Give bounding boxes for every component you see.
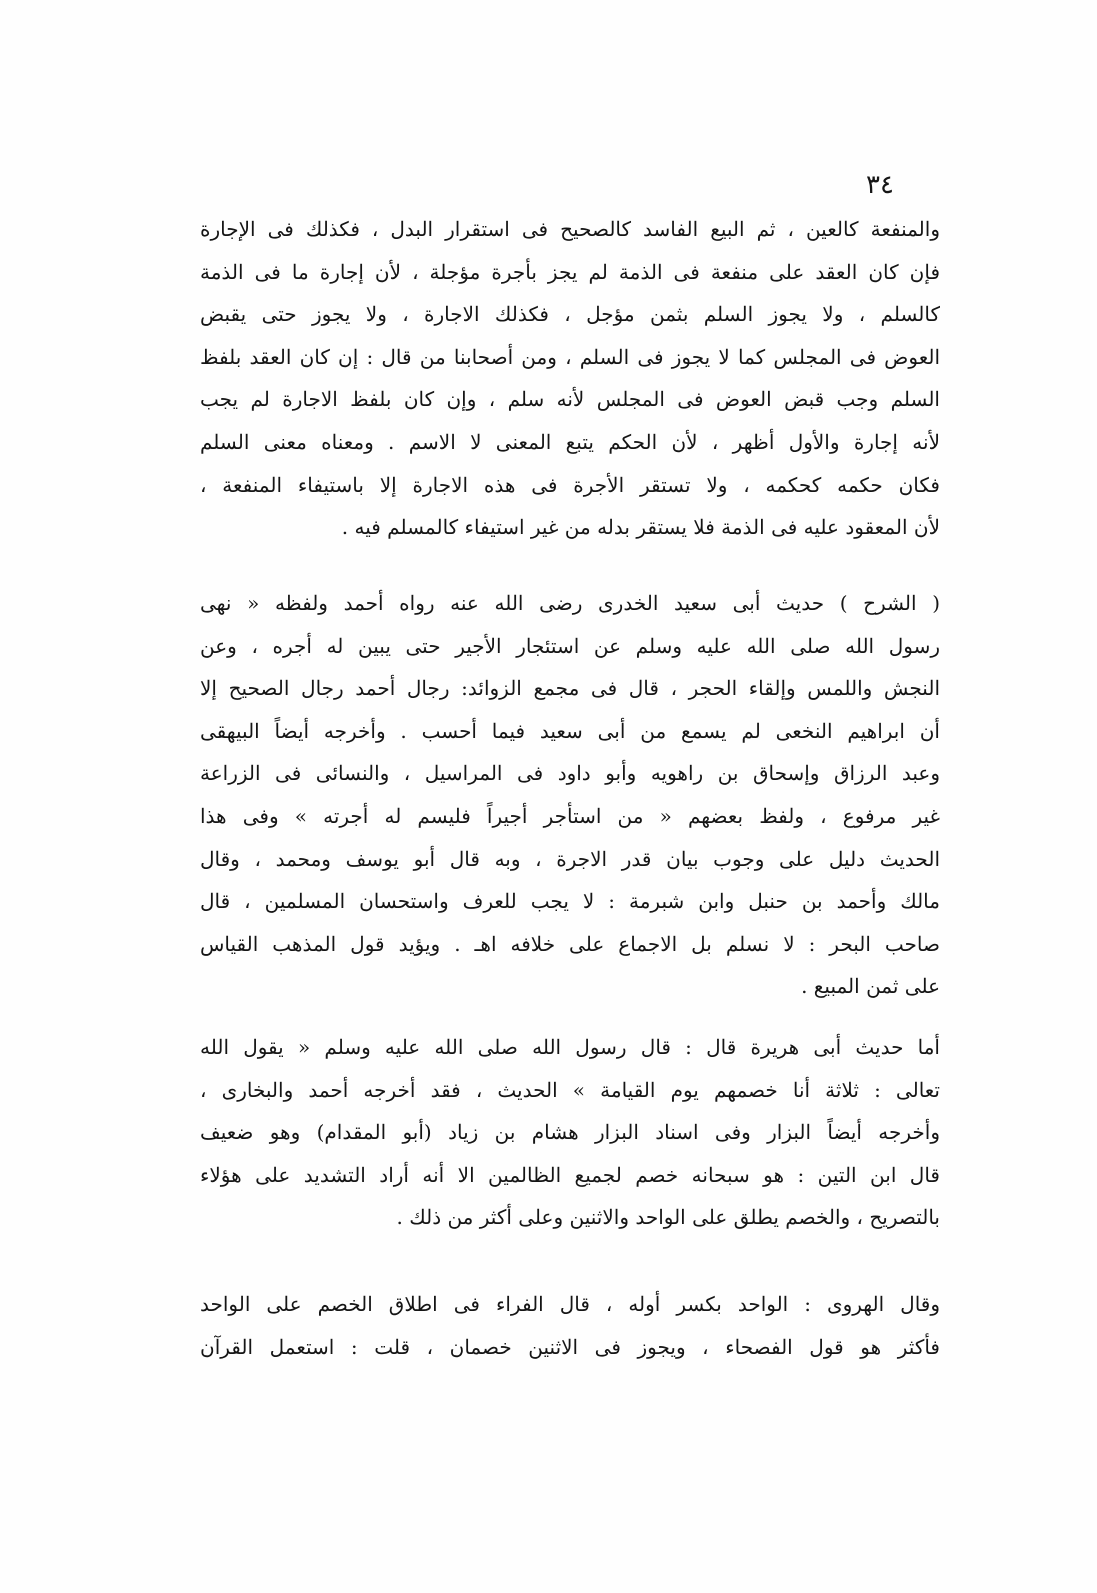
text-line: على ثمن المبيع . bbox=[801, 974, 940, 999]
paragraph-harawi bbox=[200, 1283, 940, 1368]
text-line: العوض فى المجلس كما لا يجوز فى السلم ، ومن أصحابنا من قال : إن كان العقد بلفظ bbox=[200, 344, 940, 369]
paragraph-commentary bbox=[200, 582, 940, 1008]
paragraph-law-text bbox=[200, 208, 940, 549]
paragraph-hadith bbox=[200, 1026, 940, 1239]
text-line: لأنه إجارة والأول أظهر ، لأن الحكم يتبع المعنى لا الاسم . ومعناه معنى السلم bbox=[200, 429, 940, 454]
text-line: النجش واللمس وإلقاء الحجر ، قال فى مجمع الزوائد: رجال أحمد رجال الصحيح إلا bbox=[200, 676, 940, 701]
text-line: صاحب البحر : لا نسلم بل الاجماع على خلافه اهـ . ويؤيد قول المذهب القياس bbox=[200, 931, 940, 956]
text-line: كالسلم ، ولا يجوز السلم بثمن مؤجل ، فكذلك الاجارة ، ولا يجوز حتى يقبض bbox=[200, 302, 940, 327]
text-line: وقال الهروى : الواحد بكسر أوله ، قال الفراء فى اطلاق الخصم على الواحد bbox=[200, 1292, 940, 1316]
text-line: أن ابراهيم النخعى لم يسمع من أبى سعيد فيما أحسب . وأخرجه أيضاً البيهقى bbox=[200, 718, 940, 743]
text-line: أما حديث أبى هريرة قال : قال رسول الله صلى الله عليه وسلم « يقول الله bbox=[200, 1035, 940, 1059]
text-line: قال ابن التين : هو سبحانه خصم لجميع الظالمين الا أنه أراد التشديد على هؤلاء bbox=[200, 1162, 940, 1187]
text-line: السلم وجب قبض العوض فى المجلس لأنه سلم ، وإن كان بلفظ الاجارة لم يجب bbox=[200, 387, 940, 412]
text-line: وعبد الرزاق وإسحاق بن راهويه وأبو داود فى المراسيل ، والنسائى فى الزراعة bbox=[200, 761, 940, 786]
text-line: بالتصريح ، والخصم يطلق على الواحد والاثنين وعلى أكثر من ذلك . bbox=[396, 1205, 940, 1230]
text-line: غير مرفوع ، ولفظ بعضهم « من استأجر أجيراً فليسم له أجرته » وفى هذا bbox=[200, 803, 940, 828]
text-line: وأخرجه أيضاً البزار وفى اسناد البزار هشام بن زياد (أبو المقدام) وهو ضعيف bbox=[200, 1120, 940, 1145]
text-line: فإن كان العقد على منفعة فى الذمة لم يجز بأجرة مؤجلة ، لأن إجارة ما فى الذمة bbox=[200, 259, 940, 284]
text-line: الحديث دليل على وجوب بيان قدر الاجرة ، وبه قال أبو يوسف ومحمد ، وقال bbox=[200, 846, 940, 871]
text-line: والمنفعة كالعين ، ثم البيع الفاسد كالصحيح فى استقرار البدل ، فكذلك فى الإجارة bbox=[200, 217, 940, 241]
text-line: مالك وأحمد بن حنبل وابن شبرمة : لا يجب للعرف واستحسان المسلمين ، قال bbox=[200, 889, 940, 914]
text-line: لأن المعقود عليه فى الذمة فلا يستقر بدله من غير استيفاء كالمسلم فيه . bbox=[341, 515, 940, 540]
page-number: ٣٤ bbox=[866, 170, 894, 200]
text-line: فأكثر هو قول الفصحاء ، ويجوز فى الاثنين خصمان ، قلت : استعمل القرآن bbox=[200, 1334, 940, 1359]
text-line: تعالى : ثلاثة أنا خصمهم يوم القيامة » الحديث ، فقد أخرجه أحمد والبخارى ، bbox=[200, 1077, 940, 1102]
text-line: ( الشرح ) حديث أبى سعيد الخدرى رضى الله عنه رواه أحمد ولفظه « نهى bbox=[200, 591, 940, 615]
text-line: فكان حكمه كحكمه ، ولا تستقر الأجرة فى هذه الاجارة إلا باستيفاء المنفعة ، bbox=[200, 472, 940, 497]
text-line: رسول الله صلى الله عليه وسلم عن استئجار الأجير حتى يبين له أجره ، وعن bbox=[200, 633, 940, 658]
